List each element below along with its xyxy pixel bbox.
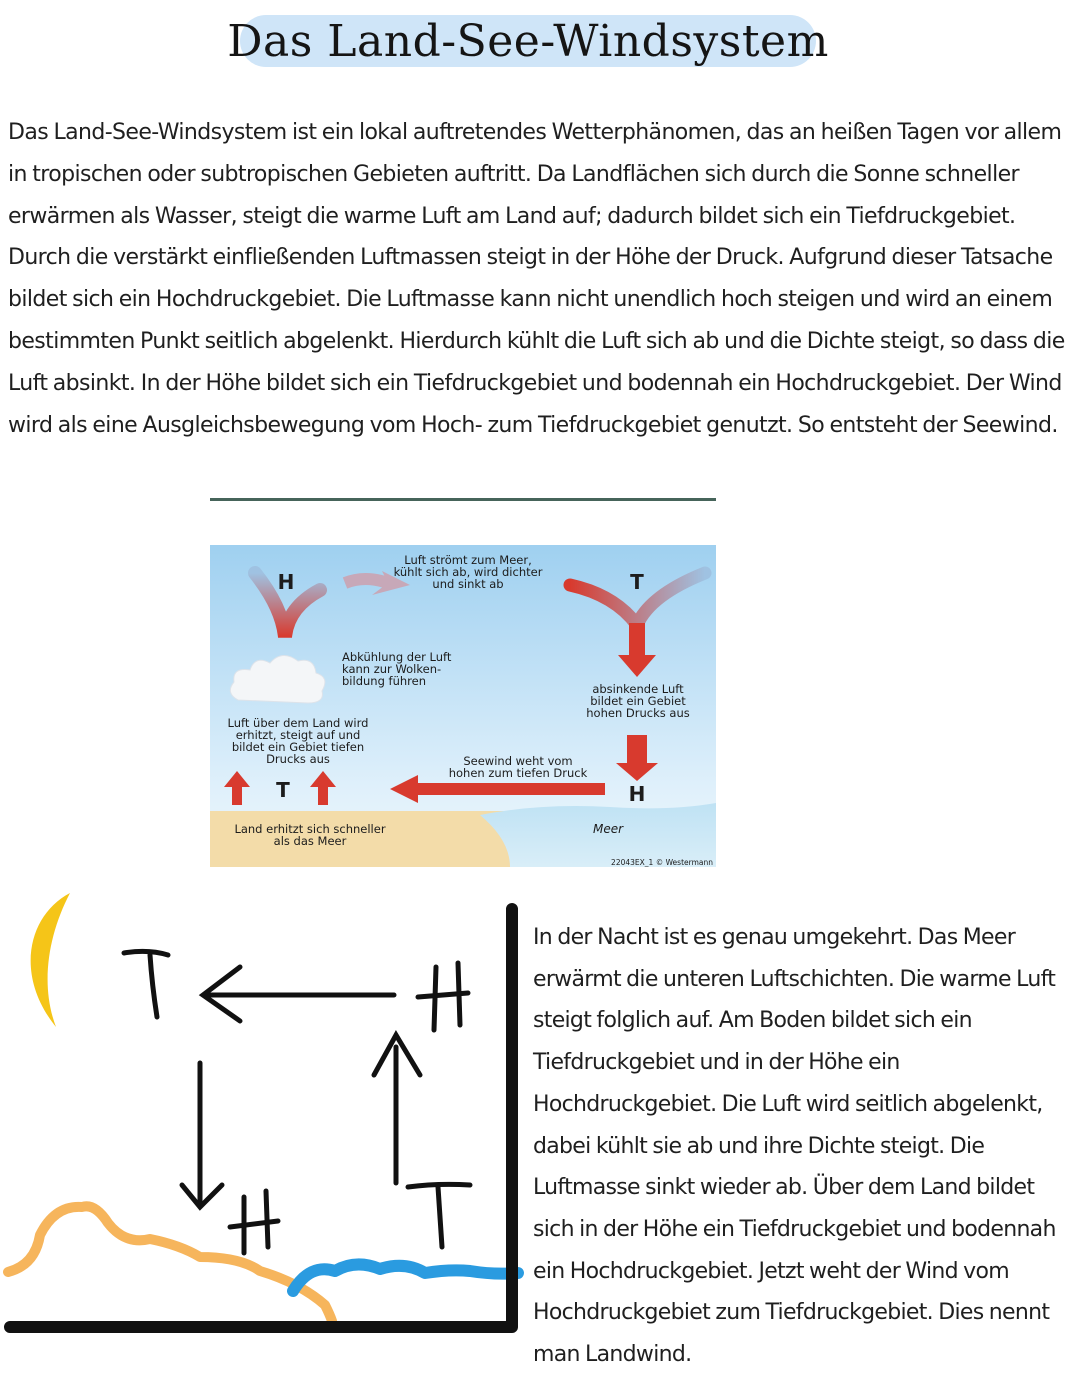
sketch-arrow-down <box>182 1063 222 1207</box>
intro-section <box>8 112 1074 446</box>
svg-text:Drucks aus: Drucks aus <box>266 752 330 766</box>
sketch-t-top-left <box>124 951 168 1017</box>
image-credit: 22043EX_1 © Westermann <box>611 858 713 867</box>
night-paragraph: In der Nacht ist es genau umgekehrt. Das Meer erwärmt die unteren Luftschichten. Die warme Luft steigt folglich auf. Am Boden bildet sich ein Tiefdruckgebiet und in der Höhe ein Hochdruckgebiet. Die Luft wird seitlich abgelenkt, dabei kühlt sie ab und ihre Dichte steigt. Die Luftmasse sinkt wieder ab. Über dem Land bildet sich in der Höhe ein Tiefdruckgebiet und bodennah ein Hochdruckgebiet. Jetzt weht der Wind vom Hochdruckgebiet zum Tiefdruckgebiet. Dies nennt man Landwind. <box>533 925 1056 1368</box>
rising-arrow-left-shaft <box>232 785 242 805</box>
ground-low-label: T <box>276 778 290 802</box>
svg-text:bildung führen: bildung führen <box>342 674 426 688</box>
svg-text:Seewind weht vom: Seewind weht vom <box>463 754 573 768</box>
svg-text:Abkühlung der Luft: Abkühlung der Luft <box>342 650 452 664</box>
svg-text:hohen Drucks aus: hohen Drucks aus <box>586 706 690 720</box>
svg-text:als das Meer: als das Meer <box>273 834 347 848</box>
rising-arrow-right-shaft <box>318 785 328 805</box>
svg-text:und sinkt ab: und sinkt ab <box>432 577 504 591</box>
ground-down-arrow-shaft <box>627 735 647 765</box>
svg-text:absinkende Luft: absinkende Luft <box>592 682 684 696</box>
intro-paragraph: Das Land-See-Windsystem ist ein lokal auftretendes Wetterphänomen, das an heißen Tagen vor allem in tropischen oder subtropischen Gebieten auftritt. Da Landflächen sich durch die Sonne schneller erwärmen als Wasser, steigt die warme Luft am Land auf; dadurch bildet sich ein Tiefdruckgebiet. Durch die verstärkt einfließenden Luftmassen steigt in der Höhe der Druck. Aufgrund dieser Tatsache bildet sich ein Hochdruckgebiet. Die Luftmasse kann nicht unendlich hoch steigen und wird an einem bestimmten Punkt seitlich abgelenkt. Hierdurch kühlt die Luft sich ab und die Dichte steigt, so dass die Luft absinkt. In der Höhe bildet sich ein Tiefdruckgebiet und bodennah ein Hochdruckgebiet. Der Wind wird als eine Ausgleichsbewegung vom Hoch- zum Tiefdruckgebiet genutzt. So entsteht der Seewind. <box>8 120 1065 438</box>
svg-text:Luft strömt zum Meer,: Luft strömt zum Meer, <box>404 553 532 567</box>
land-breeze-sketch <box>0 885 530 1355</box>
sketch-t-bottom <box>408 1184 470 1247</box>
svg-text:kühlt sich ab, wird dichter: kühlt sich ab, wird dichter <box>393 565 543 579</box>
top-flow-arrow <box>345 579 388 583</box>
svg-text:bildet ein Gebiet tiefen: bildet ein Gebiet tiefen <box>231 740 365 754</box>
svg-text:bildet ein Gebiet: bildet ein Gebiet <box>590 694 686 708</box>
divider-line <box>210 498 716 501</box>
sketch-arrow-up <box>374 1035 420 1183</box>
svg-text:hohen zum tiefen Druck: hohen zum tiefen Druck <box>448 766 588 780</box>
sea-wind-arrow-shaft <box>415 783 605 795</box>
land-breeze-diagram <box>0 885 530 1355</box>
night-section <box>533 917 1078 1376</box>
sketch-h-top-right <box>418 963 468 1030</box>
sea-label: Meer <box>592 822 624 836</box>
svg-text:Luft über dem Land wird: Luft über dem Land wird <box>227 716 369 730</box>
svg-text:kann zur Wolken-: kann zur Wolken- <box>342 662 442 676</box>
top-low-label: T <box>630 570 644 594</box>
sea-breeze-figure <box>210 545 716 867</box>
svg-text:erhitzt, steigt auf und: erhitzt, steigt auf und <box>235 728 361 742</box>
sinking-arrow-shaft <box>629 623 645 657</box>
sea-line <box>293 1264 518 1291</box>
sinking-air-label <box>586 682 689 720</box>
sea-breeze-diagram <box>210 545 716 867</box>
sea-wind-label <box>449 754 588 780</box>
title-banner <box>227 15 829 67</box>
svg-text:Land erhitzt sich schneller: Land erhitzt sich schneller <box>234 822 386 836</box>
sketch-arrow-left <box>203 967 394 1021</box>
land-line <box>8 1206 332 1321</box>
sketch-h-bottom <box>230 1191 278 1253</box>
ground-high-label: H <box>628 782 646 806</box>
moon-icon <box>31 893 70 1027</box>
top-high-label: H <box>277 570 295 594</box>
page-title: Das Land-See-Windsystem <box>227 15 829 67</box>
